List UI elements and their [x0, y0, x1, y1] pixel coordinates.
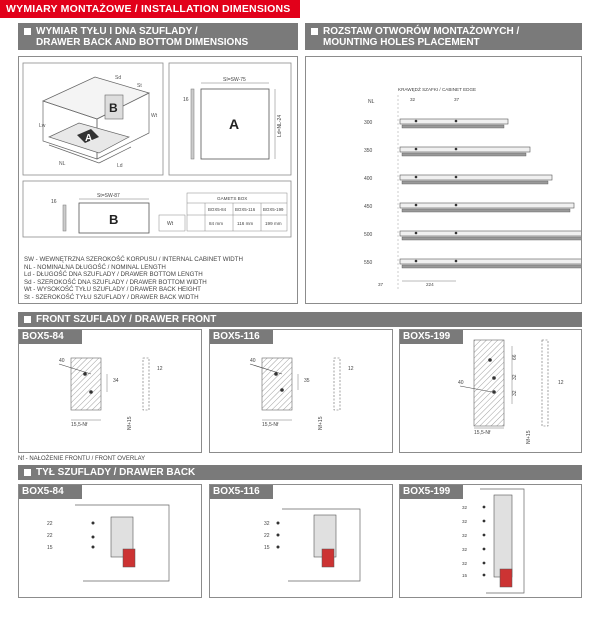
section-title-line1: ROZSTAW OTWORÓW MONTAŻOWYCH /: [323, 26, 520, 37]
panel-a-thickness-label: 16: [183, 97, 189, 103]
dim-label: 12: [558, 380, 564, 386]
section-header-back-bottom: [18, 23, 298, 50]
bottom-dim-a: 37: [378, 282, 384, 287]
rail-length-label: 550: [364, 260, 373, 266]
table-cell: 116 mm: [237, 221, 254, 226]
nl-label: NL: [368, 99, 375, 105]
back-card-box5-199: [399, 484, 582, 598]
rail-row: [364, 175, 552, 184]
dim-label: 12: [157, 366, 163, 372]
angle-label: 40: [250, 358, 256, 364]
rail-length-label: 450: [364, 204, 373, 210]
card-title: BOX5-199: [400, 485, 463, 499]
rail-inner: [402, 237, 581, 240]
panel-a-thickness: [191, 89, 194, 159]
card-title: BOX5-116: [210, 485, 273, 499]
rail-row: [364, 259, 581, 268]
rail-inner: [402, 181, 548, 184]
table-header: BOX5-116: [235, 207, 256, 212]
dim-label: 22: [47, 521, 53, 527]
back-diagram-84: [19, 485, 201, 597]
rail-row: [364, 231, 581, 240]
dim-label: 32: [264, 521, 270, 527]
rail-row: [364, 203, 574, 212]
front-card-box5-199: [399, 329, 582, 453]
section-title-line2: MOUNTING HOLES PLACEMENT: [323, 37, 480, 48]
front-card-box5-84: [18, 329, 202, 453]
section-title-line1: WYMIAR TYŁU I DNA SZUFLADY /: [36, 26, 198, 37]
rail-inner: [402, 209, 570, 212]
front-overlay-note: Nf - NAŁOŻENIE FRONTU / FRONT OVERLAY: [18, 456, 146, 462]
panel-b-thickness-label: 16: [51, 199, 57, 205]
front-diagram-199: [400, 330, 581, 452]
top-dim: 37: [454, 97, 460, 102]
rail-length-label: 300: [364, 120, 373, 126]
section-title: FRONT SZUFLADY / DRAWER FRONT: [36, 314, 217, 325]
rail-length-label: 400: [364, 176, 373, 182]
rail: [400, 203, 574, 208]
iso-label-wt: Wt: [151, 113, 158, 119]
rails-group: [364, 119, 581, 268]
rail-row: [364, 147, 530, 156]
dim-label: Nf+15: [318, 416, 324, 430]
panel-b-width-label: St=SW-87: [97, 193, 120, 199]
legend-item: Ld - DŁUGOŚĆ DNA SZUFLADY / DRAWER BOTTOM LENGTH: [24, 271, 203, 279]
rail-inner: [402, 125, 504, 128]
iso-label-sd: Sd: [115, 75, 122, 81]
dim-label: 22: [264, 533, 270, 539]
dim-label: 12: [348, 366, 354, 372]
mounting-hole: [415, 120, 418, 123]
iso-drawer: [43, 77, 149, 163]
dim-label: 32: [462, 547, 468, 552]
holes-diagram: [306, 57, 581, 303]
mounting-hole: [455, 204, 458, 207]
section-header-holes: [305, 23, 582, 50]
back-card-box5-116: [209, 484, 393, 598]
panel-b-thickness: [63, 205, 66, 231]
dim-label: 66: [512, 354, 518, 360]
rail-inner: [402, 153, 526, 156]
section-header-front: [18, 312, 582, 327]
mounting-hole: [415, 176, 418, 179]
legend-item: Sd - SZEROKOŚĆ DNA SZUFLADY / DRAWER BOTTOM WIDTH: [24, 278, 207, 286]
top-dim: 32: [410, 97, 416, 102]
table-header: BOX5-84: [208, 207, 227, 212]
section-marker: [24, 316, 31, 323]
rail-row: [364, 119, 508, 128]
dim-label: 15,5-Nf: [71, 422, 88, 428]
bottom-dim-b: 224: [426, 282, 434, 287]
angle-label: 40: [59, 358, 65, 364]
legend-item: NL - NOMINALNA DŁUGOŚĆ / NOMINAL LENGTH: [24, 263, 166, 271]
dim-label: Nf+15: [526, 430, 532, 444]
mounting-hole: [455, 120, 458, 123]
panel-a-side-label: Ld=NL-24: [277, 114, 283, 137]
iso-label-nl: NL: [59, 161, 66, 167]
iso-label-lw: Lw: [39, 123, 46, 129]
dim-label: 32: [462, 519, 468, 524]
mounting-hole: [415, 148, 418, 151]
front-card-box5-116: [209, 329, 393, 453]
rail: [400, 231, 581, 236]
section-title-line2: DRAWER BACK AND BOTTOM DIMENSIONS: [36, 37, 249, 48]
iso-letter-b: B: [109, 101, 118, 115]
legend-item: SW - WEWNĘTRZNA SZEROKOŚĆ KORPUSU / INTERNAL CABINET WIDTH: [24, 256, 243, 263]
rail-length-label: 500: [364, 232, 373, 238]
iso-label-st: St: [137, 83, 142, 89]
card-title: BOX5-84: [19, 330, 82, 344]
section-marker: [311, 28, 318, 35]
table-row-label: Wt: [167, 221, 174, 227]
panel-a-width-label: SI=SW-75: [223, 77, 246, 83]
angle-label: 40: [458, 380, 464, 386]
dim-label: 15: [264, 545, 270, 551]
rail-inner: [402, 265, 581, 268]
iso-label-ld: Ld: [117, 163, 123, 169]
rail: [400, 147, 530, 152]
dim-label: 32: [462, 561, 468, 566]
card-title: BOX5-116: [210, 330, 273, 344]
table-cell: 84 mm: [209, 221, 224, 226]
mounting-hole: [455, 148, 458, 151]
front-diagram-84: [19, 330, 201, 452]
iso-letter-a: A: [85, 133, 93, 144]
section-marker: [24, 469, 31, 476]
section-title: TYŁ SZUFLADY / DRAWER BACK: [36, 467, 196, 478]
dim-label: 15,5-Nf: [262, 422, 279, 428]
dim-label: 32: [512, 390, 518, 396]
table-group-label: GAMETS BOX: [217, 196, 248, 201]
back-card-box5-84: [18, 484, 202, 598]
card-title: BOX5-84: [19, 485, 82, 499]
dim-label: Nf+15: [127, 416, 133, 430]
dim-label: 15,5-Nf: [474, 430, 491, 436]
table-cell: 199 mm: [265, 221, 282, 226]
mounting-hole: [455, 260, 458, 263]
dim-label: 32: [512, 374, 518, 380]
legend-item: St - SZEROKOŚĆ TYŁU SZUFLADY / DRAWER BACK WIDTH: [24, 293, 199, 301]
dim-label: 32: [462, 505, 468, 510]
panel-a-letter: A: [229, 116, 240, 132]
back-diagram-199: [400, 485, 581, 597]
page-banner: WYMIARY MONTAŻOWE / INSTALLATION DIMENSIONS: [0, 0, 300, 18]
dim-label: 15: [47, 545, 53, 551]
legend: [24, 256, 243, 302]
card-title: BOX5-199: [400, 330, 463, 344]
holes-panel: [305, 56, 582, 304]
dim-label: 32: [462, 533, 468, 538]
panel-b-letter: B: [109, 212, 119, 227]
dim-label: 35: [304, 378, 310, 384]
mounting-hole: [455, 176, 458, 179]
mounting-hole: [455, 232, 458, 235]
dim-label: 22: [47, 533, 53, 539]
dim-label: 34: [113, 378, 119, 384]
section-marker: [24, 28, 31, 35]
dim-label: 15: [462, 573, 468, 578]
cabinet-edge-label: KRAWĘDŹ SZAFKI / CABINET EDGE: [398, 87, 477, 92]
mounting-hole: [415, 260, 418, 263]
rail-length-label: 350: [364, 148, 373, 154]
section-header-back: [18, 465, 582, 480]
front-diagram-116: [210, 330, 392, 452]
legend-item: Wt - WYSOKOŚĆ TYŁU SZUFLADY / DRAWER BACK HEIGHT: [24, 286, 201, 294]
table-header: BOX5-199: [263, 207, 284, 212]
mounting-hole: [415, 204, 418, 207]
mounting-hole: [415, 232, 418, 235]
rail: [400, 259, 581, 264]
rail: [400, 175, 552, 180]
back-diagram-116: [210, 485, 392, 597]
